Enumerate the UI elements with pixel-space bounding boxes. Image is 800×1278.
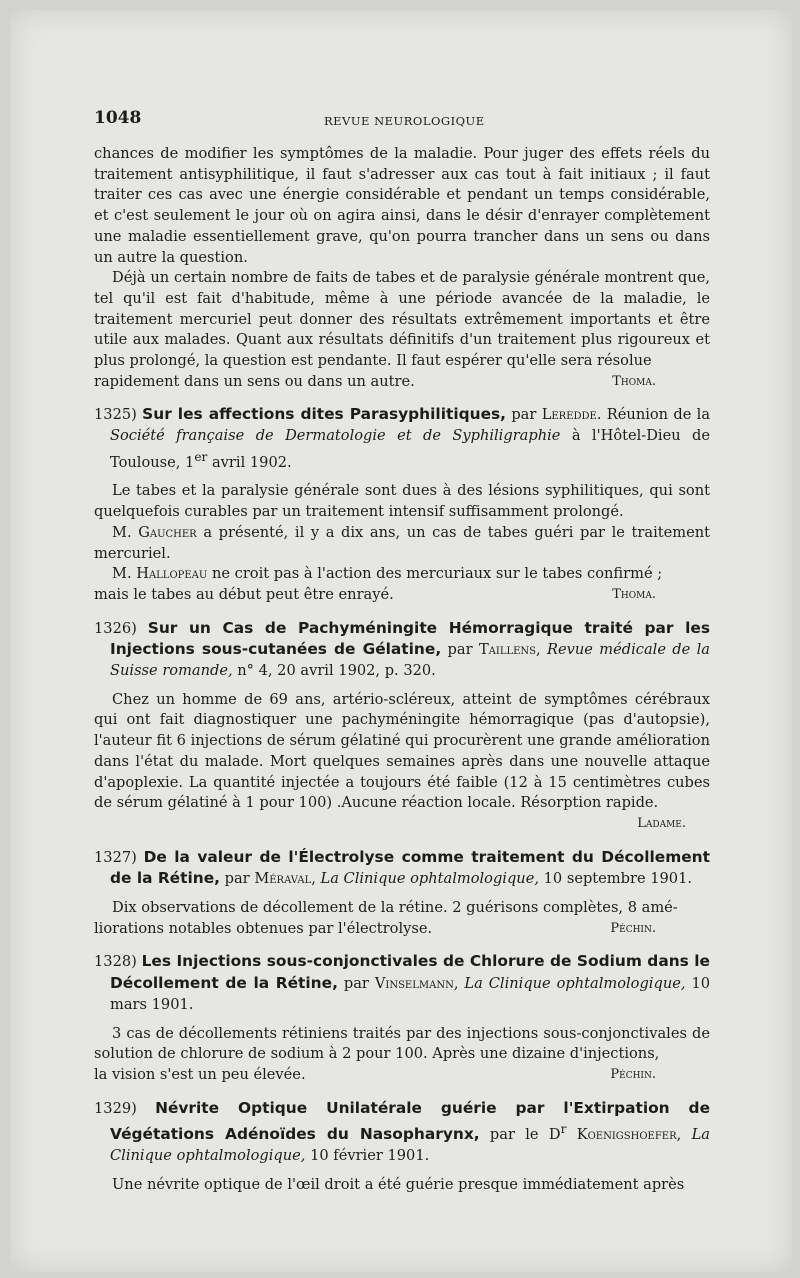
entry-1325-title: Sur les affections dites Parasyphilitiques, xyxy=(142,405,507,424)
entry-1328-by: par xyxy=(343,975,369,993)
entry-1325-p2-text: a présenté, il y a dix ans, un cas de tabes guéri par le traitement mercuriel. xyxy=(94,523,711,562)
entry-1326 xyxy=(94,618,710,835)
entry-1326-source: Revue médicale de la Suisse romande, xyxy=(110,641,711,680)
entry-1327-signature: Péchin. xyxy=(610,920,656,936)
entry-1329-source: La Clinique ophtalmologique, xyxy=(110,1126,710,1164)
intro-paragraph-2: Déjà un certain nombre de faits de tabes et de paralysie générale montrent que, tel qu'il est fait d'habitude, même à une période avancée de la maladie, le traitement mercuriel peut donner des résultats extrêmement importants et être utile aux malades. Quant aux résultats définitifs d'un traitement plus rigoureux et plus prolongé, la question est pendante. Il faut espérer qu'elle sera résolue xyxy=(94,269,710,370)
entry-1325-number: 1325) xyxy=(94,406,137,424)
entry-1326-signature: Ladame. xyxy=(637,815,686,831)
entry-1327-title: De la valeur de l'Électrolyse comme traitement du Décollement de la Rétine, xyxy=(110,847,710,888)
entry-1328-source: La Clinique ophtalmologique, xyxy=(464,975,686,993)
entry-1325-meta-b: à l'Hôtel-Dieu de Toulouse, 1 xyxy=(110,427,711,471)
entry-1326-heading xyxy=(94,618,710,682)
entry-1329-by: par le D xyxy=(489,1126,561,1144)
entry-1328-body: 3 cas de décollements rétiniens traités par des injections sous-conjonctivales de solution de chlorure de sodium à 2 pour 100. Après une dizaine d'injections, xyxy=(94,1024,710,1063)
entry-1327-source: La Clinique ophtalmologique, xyxy=(320,870,539,888)
entry-1325-author: Leredde. xyxy=(541,406,602,424)
entry-1327-author: Méraval, xyxy=(254,870,316,888)
entry-1329-sup: r xyxy=(560,1122,567,1137)
page-content xyxy=(94,110,710,1195)
entry-1325-last-line xyxy=(94,585,710,606)
intro-paragraph-1: chances de modifier les symptômes de la maladie. Pour juger des effets réels du traitement antisyphilitique, il faut s'adresser aux cas tout à fait initiaux ; il faut traiter ces cas avec une énergie considérable et pendant un temps considérable, et c'est seulement le jour où on agira ainsi, dans le désir d'enrayer complètement une maladie essentiellement grave, qu'on pourra trancher dans un sens ou dans un autre la question. xyxy=(94,145,710,266)
entry-1328 xyxy=(94,951,710,1085)
entry-1328-number: 1328) xyxy=(94,953,137,971)
entry-1325-p3-text: ne croit pas à l'action des mercuriaux sur le tabes confirmé ; xyxy=(211,565,663,583)
entry-1327-meta: 10 septembre 1901. xyxy=(543,870,693,888)
entry-1326-number: 1326) xyxy=(94,619,137,637)
entry-1328-author: Vinselmann, xyxy=(374,975,459,993)
entry-1327-heading xyxy=(94,847,710,890)
entry-1328-signature: Péchin. xyxy=(610,1066,656,1082)
entry-1325-heading xyxy=(94,404,710,473)
entry-1329-author: Koenigshoefer, xyxy=(576,1126,682,1144)
entry-1329-meta: 10 février 1901. xyxy=(310,1146,430,1164)
page-number: 1048 xyxy=(94,108,142,128)
entry-1328-title: Les Injections sous-conjonctivales de Chlorure de Sodium dans le Décollement de la Rétine, xyxy=(110,952,710,993)
intro-paragraph-2-last: rapidement dans un sens ou dans un autre. xyxy=(94,372,415,390)
entry-1325-p2-author: M. Gaucher xyxy=(112,523,197,541)
entry-1325-source: Société française de Dermatologie et de Syphiligraphie xyxy=(110,427,561,445)
entry-1327-by: par xyxy=(224,870,250,888)
intro-last-line xyxy=(94,372,710,393)
entry-1329-number: 1329) xyxy=(94,1099,137,1117)
entry-1325-meta-a: Réunion de la xyxy=(606,406,711,424)
entry-1327 xyxy=(94,847,710,940)
entry-1326-by: par xyxy=(447,641,473,659)
entry-1327-number: 1327) xyxy=(94,848,137,866)
entry-1328-last-line xyxy=(94,1065,710,1086)
entry-1329 xyxy=(94,1098,710,1196)
entry-1326-meta: n° 4, 20 avril 1902, p. 320. xyxy=(237,662,436,680)
entry-1327-body-last: liorations notables obtenues par l'électrolyse. xyxy=(94,919,433,937)
intro-signature: Thoma. xyxy=(612,373,656,389)
running-head: REVUE NEUROLOGIQUE xyxy=(324,114,485,128)
page xyxy=(10,10,792,1272)
entry-1329-heading xyxy=(94,1098,710,1167)
entry-1329-title: Névrite Optique Unilatérale guérie par l'Extirpation de Végétations Adénoïdes du Nasopharynx, xyxy=(110,1098,711,1144)
entry-1325-p3-author: M. Hallopeau xyxy=(112,565,208,583)
entry-1325-paragraph-2 xyxy=(94,523,710,564)
page-header xyxy=(94,110,710,132)
entry-1328-meta: 10 mars 1901. xyxy=(110,975,711,1013)
entry-1326-body: Chez un homme de 69 ans, artério-scléreux, atteint de symptômes cérébraux qui ont fait diagnostiquer une pachyméningite hémorragique (pas d'autopsie), l'auteur fit 6 injections de sérum gélatiné qui procurèrent une grande amélioration dans l'état du malade. Mort quelques semaines après dans une nouvelle attaque d'apoplexie. La quantité injectée a toujours été faible (12 à 15 centimètres cubes de sérum gélatiné à 1 pour 100) .Aucune réaction locale. Résorption rapide. xyxy=(94,690,710,812)
entry-1328-heading xyxy=(94,951,710,1015)
entry-1325-p3-last: mais le tabes au début peut être enrayé. xyxy=(94,585,394,603)
entry-1329-body: Une névrite optique de l'œil droit a été guérie presque immédiatement après xyxy=(112,1175,685,1193)
entry-1326-title: Sur un Cas de Pachyméningite Hémorragique traité par les Injections sous-cutanées de Gélatine, xyxy=(110,618,711,659)
entry-1325-paragraph-1: Le tabes et la paralysie générale sont dues à des lésions syphilitiques, qui sont quelquefois curables par un traitement intensif suffisamment prolongé. xyxy=(94,482,710,521)
entry-1326-author: Taillens, xyxy=(478,641,541,659)
entry-1325-signature: Thoma. xyxy=(612,586,656,602)
entry-1325-by: par xyxy=(511,406,537,424)
entry-1327-body: Dix observations de décollement de la rétine. 2 guérisons complètes, 8 amé- xyxy=(112,899,678,917)
entry-1325-paragraph-3 xyxy=(94,564,710,585)
entry-1327-last-line xyxy=(94,919,710,940)
entry-1325-sup: er xyxy=(194,449,208,464)
entry-1325 xyxy=(94,404,710,605)
entry-1325-meta-c: avril 1902. xyxy=(211,453,292,471)
entry-1328-body-last: la vision s'est un peu élevée. xyxy=(94,1065,306,1083)
